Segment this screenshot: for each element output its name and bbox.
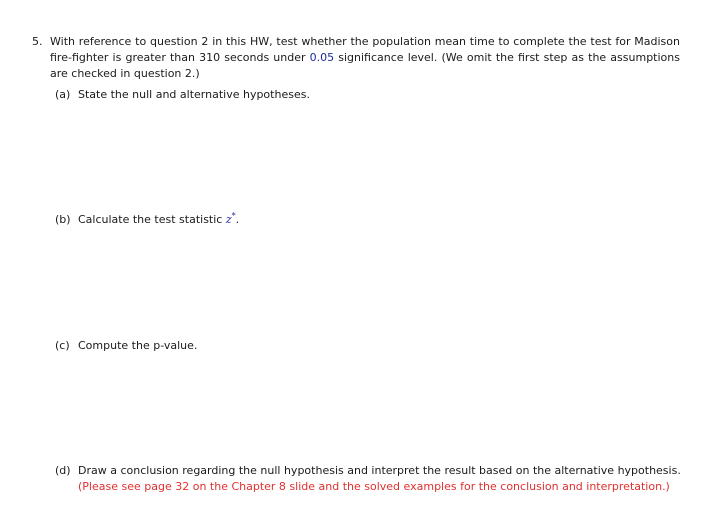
part-b-period: . [235,213,240,226]
part-c [55,338,685,354]
part-d-line-1 [55,463,685,479]
significance-level: 0.05 [309,51,335,64]
question-text [50,34,680,82]
part-d-note: (Please see page 32 on the Chapter 8 slide and the solved examples for the conclusion and interpretation.) [78,480,670,493]
question-number: 5. [32,35,43,48]
question-5 [32,34,680,82]
question-text-part-2: significance level. (We omit the first step as the assumptions are checked in question 2.) [50,51,680,80]
test-statistic-superscript: * [231,211,236,221]
question-text-part-1: With reference to question 2 in this HW, test whether the population mean time to complete the test for Madison fire-fighter is greater than 310 seconds under [50,35,680,64]
part-b-text: Calculate the test statistic [78,213,226,226]
part-d [55,463,685,495]
part-a-label: (a) [55,88,71,101]
part-a-text: State the null and alternative hypotheses. [78,88,310,101]
part-c-text: Compute the p-value. [78,339,198,352]
part-d-text: Draw a conclusion regarding the null hypothesis and interpret the result based on the alternative hypothesis. [78,464,681,477]
part-d-label: (d) [55,464,71,477]
part-c-label: (c) [55,339,70,352]
part-a [55,87,685,103]
part-b [55,212,685,228]
test-statistic-symbol: z [225,213,232,226]
part-b-label: (b) [55,213,71,226]
